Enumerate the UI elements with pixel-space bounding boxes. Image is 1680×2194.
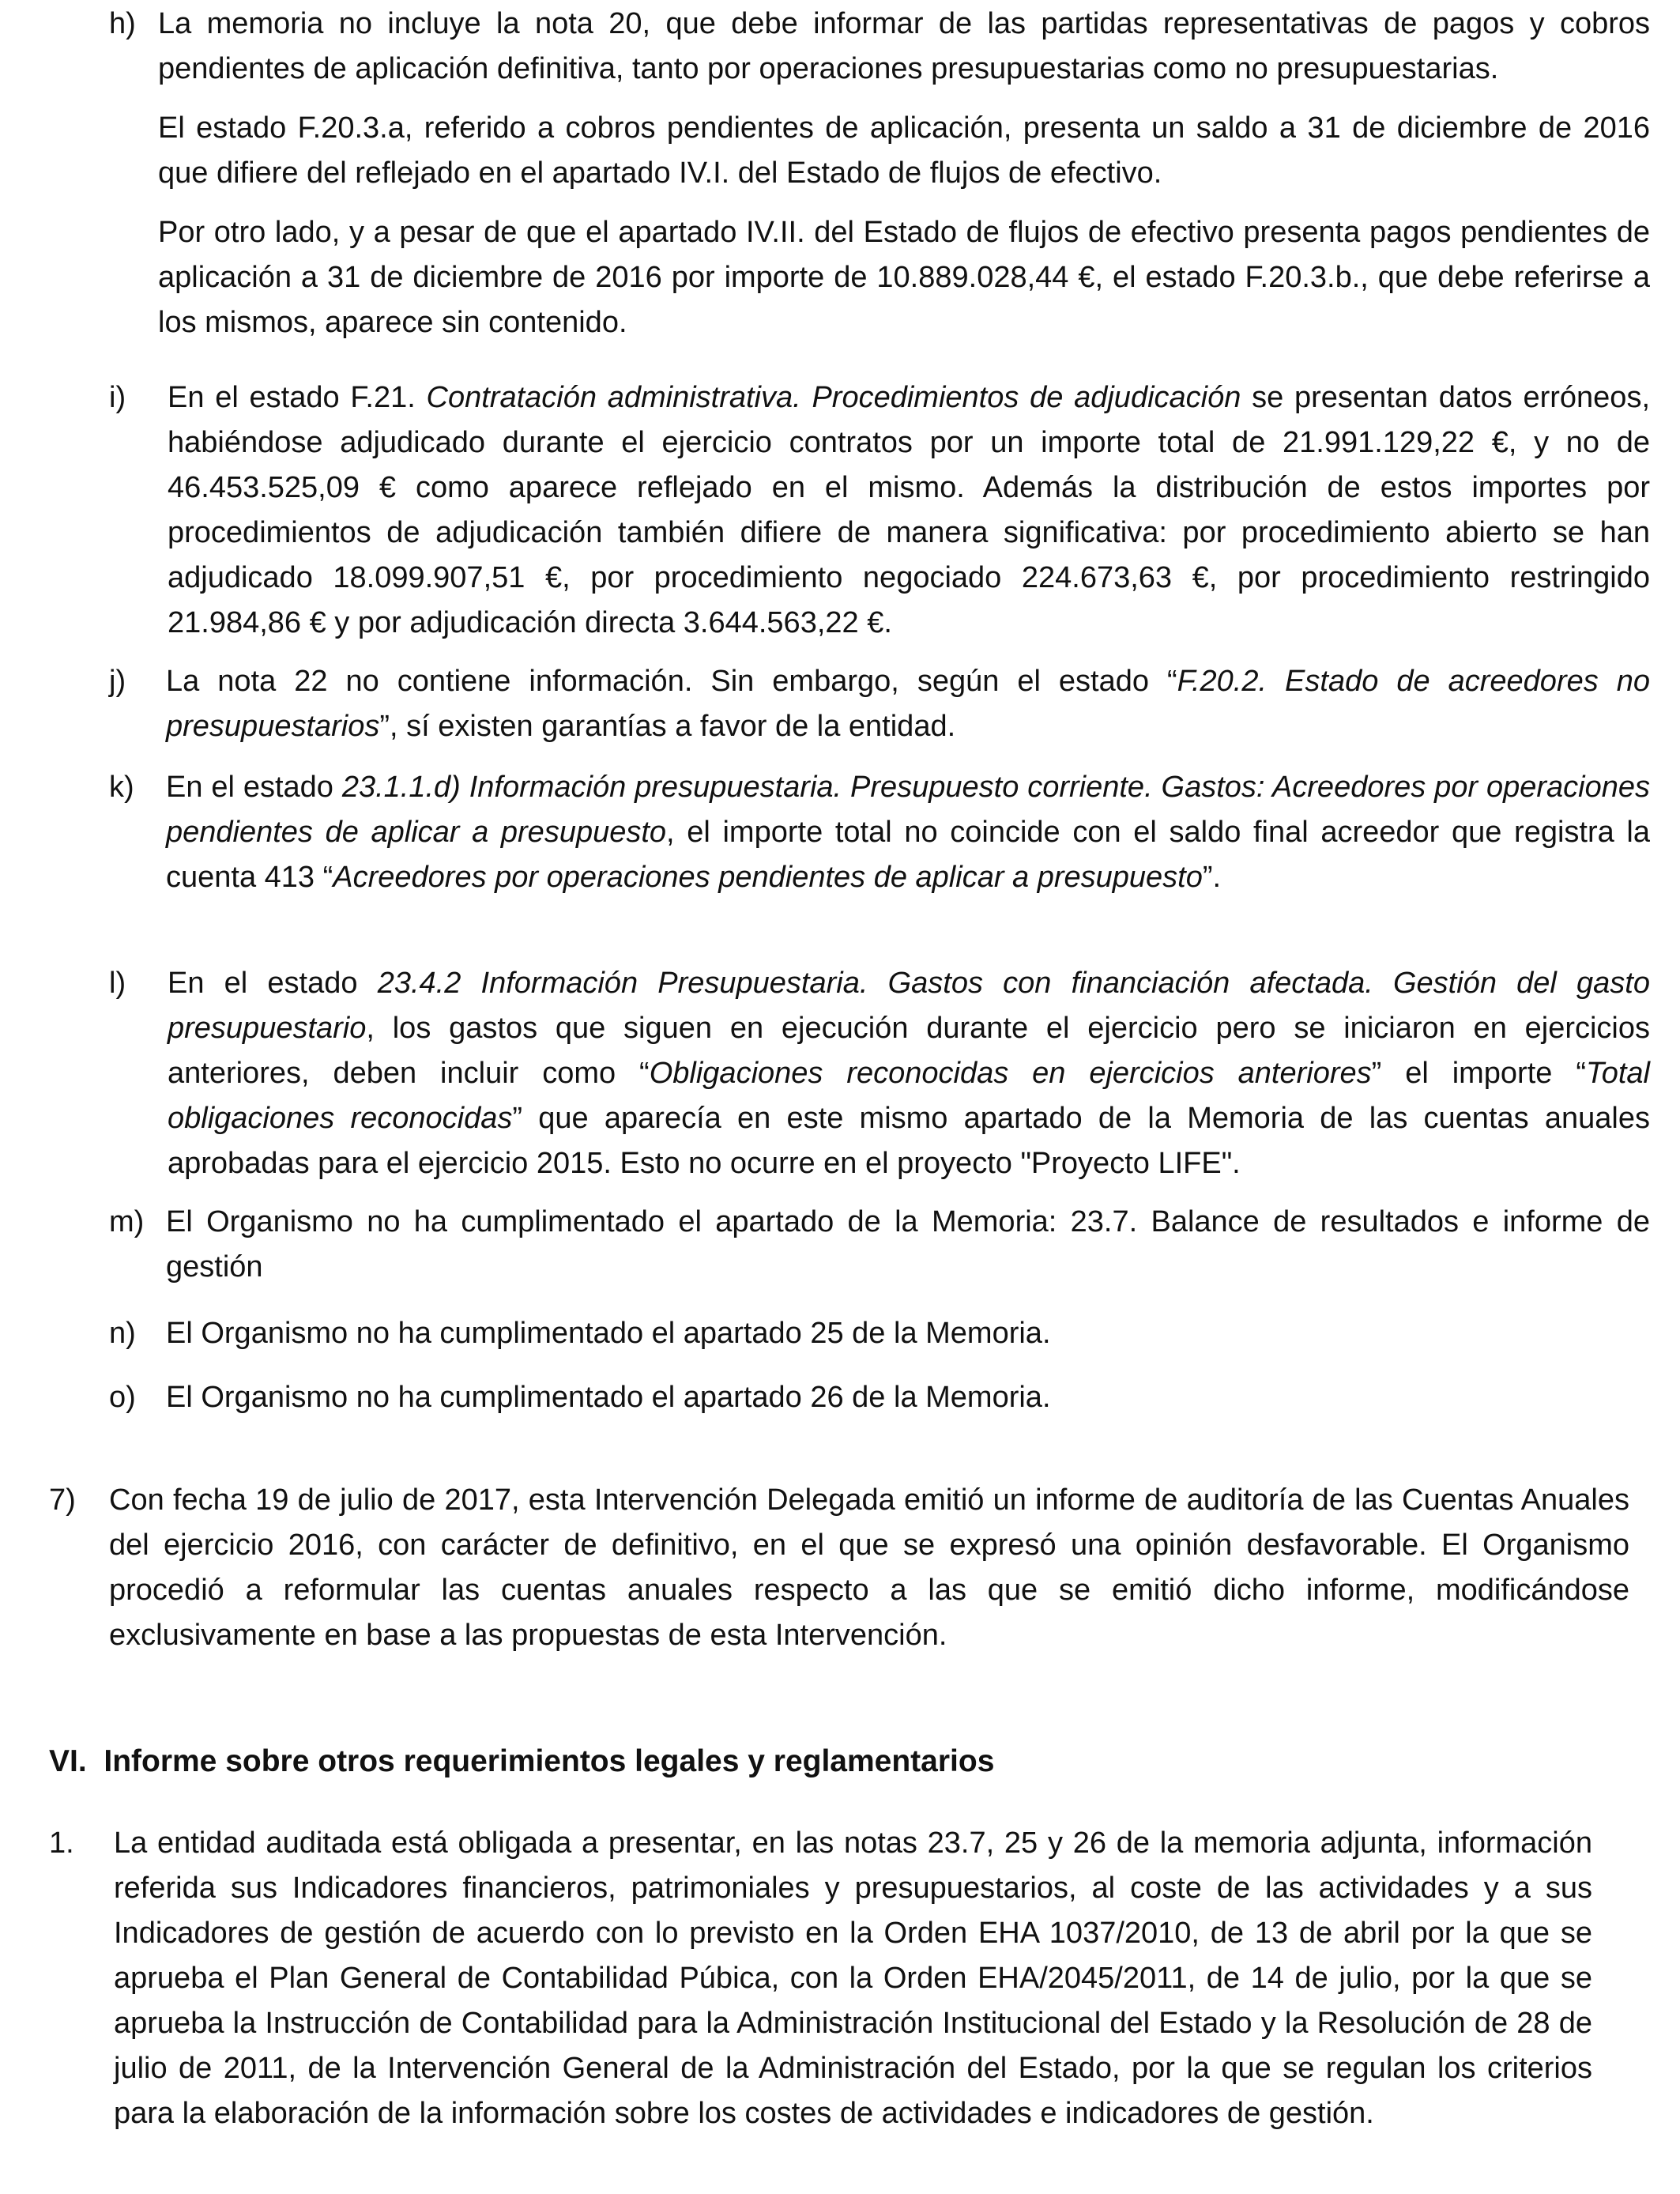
list-marker: m) xyxy=(109,1205,145,1238)
list-marker: h) xyxy=(109,7,136,40)
list-marker: n) xyxy=(109,1317,136,1350)
list-item-i xyxy=(109,375,1650,646)
list-item-o xyxy=(109,1375,1650,1420)
italic-reference: 23.1.1.d) Información presupuestaria. Presupuesto corriente. Gastos: Acreedores por operaciones pendientes de aplicar a presupuesto xyxy=(166,771,1650,849)
paragraph: En el estado 23.4.2 Información Presupuestaria. Gastos con financiación afectada. Gestión del gasto presupuestario, los gastos que siguen en ejecución durante el ejercicio pero se iniciaron en ejercicios anteriores, deben incluir como “Obligaciones reconocidas en ejercicios anteriores” el importe “Total obligaciones reconocidas” que aparecía en este mismo apartado de la Memoria de las cuentas anuales aprobadas para el ejercicio 2015. Esto no ocurre en el proyecto "Proyecto LIFE". xyxy=(168,967,1650,1180)
paragraph: La memoria no incluye la nota 20, que debe informar de las partidas representativas de pagos y cobros pendientes de aplicación definitiva, tanto por operaciones presupuestarias como no presupuestarias. xyxy=(158,7,1650,85)
paragraph: El Organismo no ha cumplimentado el apartado 26 de la Memoria. xyxy=(166,1381,1051,1414)
section-title: Informe sobre otros requerimientos legales y reglamentarios xyxy=(104,1744,995,1778)
list-marker: 7) xyxy=(49,1483,76,1517)
numbered-point-7 xyxy=(49,1478,1629,1658)
list-marker: l) xyxy=(109,967,126,1000)
list-marker: i) xyxy=(109,381,126,414)
paragraph: Con fecha 19 de julio de 2017, esta Intervención Delegada emitió un informe de auditoría de las Cuentas Anuales del ejercicio 2016, con carácter de definitivo, en el que se expresó una opinión desfavorable. El Organismo procedió a reformular las cuentas anuales respecto a las que se emitió dicho informe, modificándose exclusivamente en base a las propuestas de esta Intervención. xyxy=(109,1483,1629,1652)
list-item-l xyxy=(109,961,1650,1186)
paragraph: La nota 22 no contiene información. Sin embargo, según el estado “F.20.2. Estado de acreedores no presupuestarios”, sí existen garantías a favor de la entidad. xyxy=(166,665,1650,743)
list-marker: j) xyxy=(109,665,126,698)
paragraph: El estado F.20.3.a, referido a cobros pendientes de aplicación, presenta un saldo a 31 de diciembre de 2016 que difiere del reflejado en el apartado IV.I. del Estado de flujos de efectivo. xyxy=(158,111,1650,190)
list-item-k xyxy=(109,765,1650,900)
section-number: VI. xyxy=(49,1744,87,1778)
list-item-j xyxy=(109,659,1650,749)
paragraph: El Organismo no ha cumplimentado el apartado 25 de la Memoria. xyxy=(166,1317,1051,1350)
list-item-n xyxy=(109,1311,1650,1356)
italic-reference: Obligaciones reconocidas en ejercicios anteriores xyxy=(649,1057,1372,1090)
paragraph: Por otro lado, y a pesar de que el apartado IV.II. del Estado de flujos de efectivo presenta pagos pendientes de aplicación a 31 de diciembre de 2016 por importe de 10.889.028,44 €, el estado F.20.3.b., que debe referirse a los mismos, aparece sin contenido. xyxy=(158,216,1650,339)
list-item-h xyxy=(109,2,1650,345)
paragraph: En el estado F.21. Contratación administrativa. Procedimientos de adjudicación se presentan datos erróneos, habiéndose adjudicado durante el ejercicio contratos por un importe total de 21.991.129,22 €, y no de 46.453.525,09 € como aparece reflejado en el mismo. Además la distribución de estos importes por procedimientos de adjudicación también difiere de manera significativa: por procedimiento abierto se han adjudicado 18.099.907,51 €, por procedimiento negociado 224.673,63 €, por procedimiento restringido 21.984,86 € y por adjudicación directa 3.644.563,22 €. xyxy=(168,381,1650,639)
italic-reference: Acreedores por operaciones pendientes de aplicar a presupuesto xyxy=(333,861,1203,894)
italic-reference: 23.4.2 Información Presupuestaria. Gastos con financiación afectada. Gestión del gasto presupuestario xyxy=(168,967,1650,1045)
list-item-body xyxy=(158,2,1650,345)
section-heading xyxy=(49,1739,994,1784)
list-marker: o) xyxy=(109,1381,136,1414)
paragraph: El Organismo no ha cumplimentado el apartado de la Memoria: 23.7. Balance de resultados e informe de gestión xyxy=(166,1205,1650,1284)
italic-reference: Contratación administrativa. Procedimientos de adjudicación xyxy=(426,381,1241,414)
paragraph: En el estado 23.1.1.d) Información presupuestaria. Presupuesto corriente. Gastos: Acreedores por operaciones pendientes de aplicar a presupuesto, el importe total no coincide con el saldo final acreedor que registra la cuenta 413 “Acreedores por operaciones pendientes de aplicar a presupuesto”. xyxy=(166,771,1650,894)
list-item-m xyxy=(109,1200,1650,1290)
italic-reference: F.20.2. Estado de acreedores no presupuestarios xyxy=(166,665,1650,743)
italic-reference: Total obligaciones reconocidas xyxy=(168,1057,1650,1135)
paragraph: La entidad auditada está obligada a presentar, en las notas 23.7, 25 y 26 de la memoria adjunta, información referida sus Indicadores financieros, patrimoniales y presupuestarios, al coste de las actividades y a sus Indicadores de gestión de acuerdo con lo previsto en la Orden EHA 1037/2010, de 13 de abril por la que se aprueba el Plan General de Contabilidad Púbica, con la Orden EHA/2045/2011, de 14 de julio, por la que se aprueba la Instrucción de Contabilidad para la Administración Institucional del Estado y la Resolución de 28 de julio de 2011, de la Intervención General de la Administración del Estado, por la que se regulan los criterios para la elaboración de la información sobre los costes de actividades e indicadores de gestión. xyxy=(114,1826,1592,2130)
list-marker: 1. xyxy=(49,1826,74,1860)
numbered-point-1 xyxy=(49,1821,1592,2136)
list-marker: k) xyxy=(109,771,134,804)
